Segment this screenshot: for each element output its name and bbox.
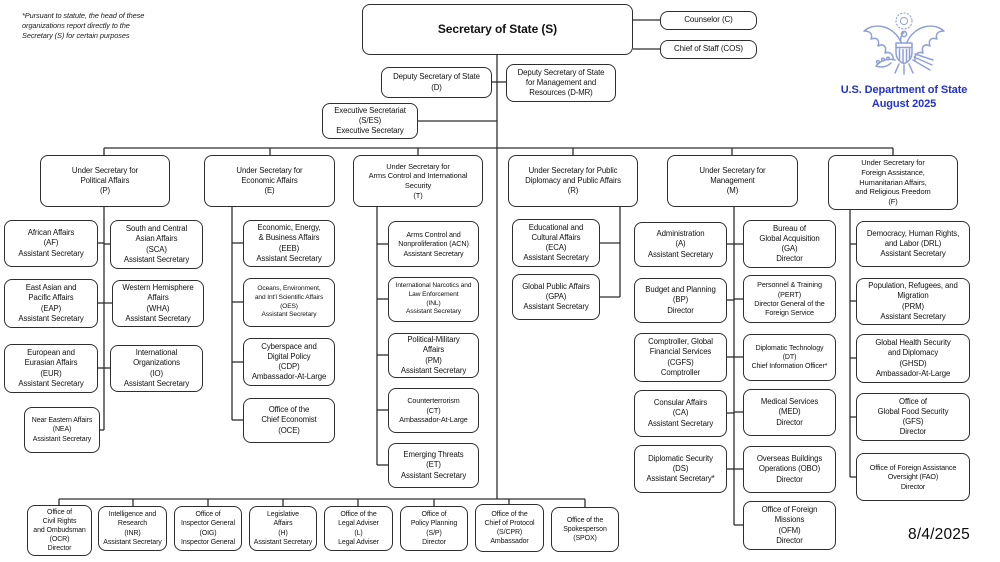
org-box-text: Office of (195, 511, 221, 519)
org-box-text: Deputy Secretary of State (517, 67, 605, 77)
org-box-text: Inspector General (181, 520, 235, 528)
org-box-text: Assistant Secretary (123, 254, 190, 264)
org-box-text: Ambassador-At-Large (875, 368, 951, 378)
org-box-western-hemisphere-affairs (112, 280, 204, 327)
org-box-text: Missions (774, 515, 805, 525)
org-box-legislative-affairs (249, 506, 317, 551)
org-box-text: Diplomatic Security (648, 453, 713, 463)
org-box-administration (634, 222, 727, 267)
org-box-text: Organizations (133, 358, 180, 368)
org-box-text: and Diplomacy (887, 348, 939, 358)
org-box-intl-narcotics-law-enforcement (388, 277, 479, 322)
org-box-text: Director (899, 427, 927, 437)
org-box-deputy-secretary-mr (506, 64, 616, 102)
org-box-near-eastern-affairs (24, 407, 100, 453)
org-box-text: (IO) (149, 368, 164, 378)
org-box-text: (GFS) (902, 417, 924, 426)
org-box-office-civil-rights-ombudsman (27, 505, 92, 556)
org-box-text: Eurasian Affairs (24, 358, 78, 368)
org-box-text: (ET) (426, 460, 441, 470)
org-box-text: Digital Policy (267, 351, 311, 361)
org-box-text: Office of Foreign Assistance (869, 462, 957, 472)
org-box-text: Personnel & Training (757, 280, 822, 290)
org-box-budget-and-planning (634, 278, 727, 323)
org-box-text: Arms Control and International (368, 171, 468, 181)
org-box-text: Operations (OBO) (758, 464, 821, 474)
org-box-text: Intelligence and (108, 511, 157, 519)
org-box-office-spokesperson (551, 507, 619, 552)
org-box-us-economic-affairs (204, 155, 335, 207)
org-box-text: (NEA) (52, 426, 72, 434)
org-box-text: (AF) (43, 238, 59, 248)
org-box-text: (SCA) (146, 244, 167, 254)
org-box-text: Cultural Affairs (531, 232, 581, 242)
org-box-text: Ambassador-At-Large (399, 415, 468, 425)
org-box-text: Office of the (268, 405, 310, 415)
org-box-democracy-human-rights-labor (856, 221, 970, 267)
org-box-cyberspace-digital-policy (243, 338, 335, 386)
org-box-chief-of-staff (660, 40, 757, 59)
org-box-text: (OCE) (278, 425, 300, 435)
org-box-text: (CGFS) (667, 357, 694, 367)
org-box-text: Overseas Buildings (756, 454, 823, 464)
org-box-comptroller-global-financial-services (634, 333, 727, 382)
org-box-text: Assistant Secretary (647, 249, 714, 259)
org-box-executive-secretariat (322, 103, 418, 139)
org-box-us-political-affairs (40, 155, 170, 207)
org-box-text: (DS) (672, 463, 689, 473)
org-box-text: Law Enforcement (408, 290, 459, 298)
org-box-text: Assistant Secretary (123, 378, 190, 388)
org-box-text: Assistant Secretary (18, 378, 84, 388)
org-box-text: Legislative (267, 511, 299, 519)
org-box-text: Migration (897, 291, 929, 301)
org-box-arms-control-nonproliferation (388, 221, 479, 267)
org-box-text: African Affairs (27, 228, 75, 238)
chart-date: August 2025 (871, 97, 937, 110)
org-box-text: Nonproliferation (ACN) (398, 239, 469, 249)
org-box-text: Oversight (FAO) (887, 472, 939, 482)
org-box-text: Policy Planning (410, 520, 458, 528)
org-box-text: Chief of Staff (COS) (674, 44, 743, 54)
org-box-international-organizations (110, 345, 203, 392)
org-box-text: (H) (278, 529, 288, 537)
org-box-office-policy-planning (400, 506, 468, 551)
org-box-text: Assistant Secretary (400, 365, 467, 375)
org-box-text: Assistant Secretary (261, 311, 317, 319)
org-box-text: Arms Control and (406, 229, 461, 239)
org-box-text: Comptroller (660, 367, 701, 377)
org-box-text: (CA) (672, 408, 689, 418)
statute-footnote-line: organizations report directly to the (22, 20, 130, 30)
org-box-text: Civil Rights (42, 517, 77, 525)
org-box-text: Director (47, 545, 72, 553)
org-box-text: Under Secretary for (861, 158, 925, 168)
org-box-global-public-affairs (512, 274, 600, 320)
org-box-text: Assistant Secretary (32, 435, 92, 443)
org-box-text: (BP) (672, 295, 689, 305)
org-box-text: Office of (899, 396, 927, 406)
org-box-text: Director (667, 305, 694, 315)
org-box-text: Oceans, Environment, (257, 285, 321, 293)
org-box-text: Office of (46, 508, 73, 516)
org-box-text: Inspector General (181, 538, 235, 546)
org-box-text: Assistant Secretary (125, 313, 191, 323)
org-box-text: (E) (264, 186, 275, 196)
org-box-text: Office of the (491, 510, 528, 518)
org-box-text: for Management and (525, 77, 597, 87)
org-box-text: Diplomatic Technology (755, 344, 824, 352)
org-box-text: (A) (675, 239, 686, 249)
org-box-text: Cyberspace and (261, 341, 317, 351)
statute-footnote-line: *Pursuant to statute, the head of these (22, 11, 145, 20)
org-box-office-global-food-security (856, 393, 970, 441)
org-box-text: Assistant Secretary (403, 248, 464, 258)
org-box-text: Under Secretary for Public (528, 165, 618, 175)
org-box-text: Budget and Planning (645, 285, 716, 295)
org-box-text: Director (776, 535, 803, 545)
org-box-text: (GHSD) (899, 358, 927, 368)
org-box-text: Assistant Secretary (523, 253, 589, 263)
org-box-text: (L) (354, 529, 363, 537)
org-box-african-affairs (4, 220, 98, 267)
org-box-text: Near Eastern Affairs (31, 417, 93, 425)
org-box-text: (SPOX) (573, 535, 597, 543)
org-box-text: Foreign Service (765, 308, 814, 318)
org-box-secretary-of-state (362, 4, 633, 55)
org-box-text: Political-Military (407, 335, 460, 345)
org-box-text: Population, Refugees, and (868, 281, 958, 291)
org-box-text: and Labor (DRL) (884, 238, 942, 248)
org-box-text: Under Secretary for (236, 165, 303, 175)
org-box-text: (F) (888, 197, 898, 207)
org-box-text: International Narcotics and (395, 282, 472, 290)
org-box-text: (OES) (280, 302, 298, 310)
org-box-text: Assistant Secretary (880, 311, 946, 321)
org-box-text: Economic Affairs (241, 175, 298, 185)
org-box-text: Bureau of (773, 223, 806, 233)
org-box-text: Assistant Secretary* (646, 474, 715, 484)
org-box-medical-services (743, 389, 836, 436)
org-box-educational-cultural-affairs (512, 219, 600, 267)
org-box-text: (T) (413, 190, 423, 200)
org-box-text: (INL) (426, 299, 441, 307)
org-box-text: Humanitarian Affairs, (859, 177, 927, 187)
org-box-political-military-affairs (388, 333, 479, 378)
annotation-date: 8/4/2025 (908, 526, 970, 543)
org-box-text: (P) (99, 186, 111, 196)
org-box-text: Director General of the (754, 299, 825, 308)
org-box-text: Assistant Secretary (18, 248, 84, 258)
org-box-text: (R) (567, 186, 579, 196)
org-box-text: (OIG) (199, 529, 217, 537)
org-box-text: Legal Adviser (338, 538, 379, 546)
org-box-text: (MED) (778, 407, 801, 417)
org-box-text: Assistant Secretary (253, 538, 313, 546)
org-box-text: (PERT) (777, 289, 802, 299)
org-box-text: (GA) (781, 244, 798, 253)
org-box-text: Spokesperson (563, 525, 607, 533)
org-box-office-chief-of-protocol (475, 504, 544, 552)
org-box-text: & Business Affairs (258, 233, 320, 243)
org-box-text: Office of (421, 511, 447, 519)
org-box-text: (GPA) (545, 291, 567, 301)
org-box-text: Affairs (273, 520, 293, 528)
org-box-counselor (660, 11, 757, 30)
org-box-text: (PRM) (901, 301, 925, 311)
org-box-text: Security (404, 181, 432, 190)
org-box-us-public-diplomacy (508, 155, 638, 207)
org-box-text: (CDP) (278, 362, 300, 371)
org-box-counterterrorism (388, 388, 479, 433)
org-box-text: Counselor (C) (684, 15, 733, 25)
org-box-text: (WHA) (146, 303, 170, 313)
org-box-east-asian-pacific-affairs (4, 279, 98, 328)
org-box-text: Under Secretary for (71, 165, 139, 175)
org-box-text: International (135, 348, 178, 358)
org-box-text: Office of the (566, 516, 604, 524)
org-box-text: Secretary of State (S) (437, 21, 558, 36)
org-box-text: Global Health Security (875, 338, 951, 348)
org-box-population-refugees-migration (856, 278, 970, 325)
org-box-deputy-secretary (381, 67, 492, 98)
org-box-office-foreign-missions (743, 501, 836, 550)
department-name: U.S. Department of State (840, 84, 968, 96)
org-box-text: (S/P) (426, 529, 442, 537)
org-box-text: Director (900, 481, 926, 491)
org-box-text: Assistant Secretary (18, 313, 84, 323)
org-box-text: Educational and (528, 222, 584, 232)
org-box-text: Office of the (340, 511, 377, 519)
org-box-text: Chief Information Officer* (751, 363, 828, 371)
org-box-text: Global Public Affairs (522, 281, 590, 291)
org-box-personnel-and-training (743, 275, 836, 323)
org-box-text: Medical Services (760, 397, 819, 407)
org-box-diplomatic-security (634, 445, 727, 493)
org-box-text: (OCR) (49, 536, 70, 544)
org-box-text: Counterterrorism (407, 396, 460, 406)
org-box-office-foreign-assistance-oversight (856, 453, 970, 501)
org-box-office-legal-adviser (324, 506, 393, 551)
org-box-text: Assistant Secretary (880, 249, 946, 259)
org-box-text: (EAP) (40, 303, 62, 313)
org-box-text: (D) (431, 82, 442, 92)
org-box-emerging-threats (388, 443, 479, 488)
org-box-text: and Ombudsman (33, 526, 86, 534)
org-box-text: Consular Affairs (653, 398, 708, 408)
org-box-text: Chief Economist (261, 415, 317, 425)
org-box-text: Diplomacy and Public Affairs (525, 175, 621, 185)
org-box-text: (S/CPR) (496, 529, 523, 536)
org-box-text: Assistant Secretary (103, 538, 162, 546)
org-box-text: Management (710, 175, 755, 185)
org-box-text: and Int'l Scientific Affairs (254, 293, 324, 301)
org-box-text: Director (776, 417, 803, 427)
org-box-text: Research (117, 520, 148, 528)
org-box-us-management (667, 155, 798, 207)
org-box-text: Under Secretary for (386, 161, 450, 171)
org-box-text: Assistant Secretary (647, 418, 714, 428)
org-box-text: Economic, Energy, (257, 223, 321, 233)
org-box-us-arms-control-intl-security (353, 155, 483, 207)
org-box-text: Director (776, 474, 803, 484)
org-box-text: Executive Secretariat (334, 105, 406, 115)
org-box-text: (S/ES) (358, 115, 382, 125)
org-box-text: Under Secretary for (699, 165, 766, 175)
org-box-us-foreign-assistance (828, 155, 958, 210)
org-box-text: Financial Services (649, 347, 712, 357)
org-box-global-health-security-diplomacy (856, 334, 970, 383)
org-box-text: Asian Affairs (135, 234, 178, 244)
org-box-text: East Asian and (25, 283, 77, 293)
org-box-text: Emerging Threats (403, 450, 464, 460)
org-box-text: (OFM) (778, 525, 801, 535)
org-box-text: (PM) (425, 355, 442, 365)
org-box-text: (DT) (782, 353, 797, 361)
org-box-office-inspector-general (174, 506, 242, 551)
org-box-text: Affairs (422, 345, 445, 355)
org-box-text: Foreign Assistance, (861, 167, 925, 177)
org-box-text: Western Hemisphere (122, 283, 194, 293)
org-box-oceans-environment-scientific-affairs (243, 278, 335, 327)
org-box-text: (CT) (426, 405, 441, 415)
org-box-text: Resources (D-MR) (529, 88, 593, 98)
org-box-text: Democracy, Human Rights, (866, 228, 960, 238)
org-box-text: Assistant Secretary (400, 470, 467, 480)
org-box-text: (EUR) (40, 368, 62, 378)
org-box-european-eurasian-affairs (4, 344, 98, 393)
org-box-overseas-buildings-operations (743, 446, 836, 493)
statute-footnote-line: Secretary (S) for certain purposes (22, 30, 130, 40)
org-box-text: and Religious Freedom (855, 187, 931, 197)
org-box-text: Ambassador (490, 538, 529, 546)
org-box-text: Director (776, 254, 803, 264)
org-box-text: (EEB) (278, 243, 300, 253)
org-box-text: Executive Secretary (336, 126, 404, 136)
org-box-text: Director (422, 538, 446, 546)
org-box-office-chief-economist (243, 398, 335, 443)
org-box-bureau-global-acquisition (743, 220, 836, 268)
org-box-text: Chief of Protocol (484, 519, 535, 527)
org-box-text: Office of Foreign (761, 505, 818, 515)
org-box-consular-affairs (634, 390, 727, 437)
org-box-text: Legal Adviser (338, 520, 379, 528)
org-box-text: Assistant Secretary (406, 308, 461, 316)
org-box-text: European and (27, 348, 75, 358)
org-box-text: (ECA) (545, 243, 567, 252)
org-box-text: Global Acquisition (759, 233, 820, 243)
org-box-text: Comptroller, Global (648, 337, 713, 347)
org-box-economic-energy-business-affairs (243, 220, 335, 267)
org-box-text: Political Affairs (80, 175, 130, 185)
org-box-text: Ambassador-At-Large (251, 372, 327, 382)
org-box-text: Assistant Secretary (256, 253, 322, 263)
org-box-text: Deputy Secretary of State (393, 72, 480, 82)
org-box-text: Global Food Security (877, 406, 949, 416)
org-box-text: South and Central (125, 224, 188, 234)
org-box-text: Affairs (147, 293, 169, 303)
org-box-text: Assistant Secretary (523, 302, 589, 312)
org-box-text: Pacific Affairs (28, 293, 74, 303)
org-box-text: (M) (726, 186, 739, 196)
org-box-text: (INR) (124, 529, 141, 537)
org-box-text: Administration (656, 229, 705, 239)
org-box-diplomatic-technology (743, 334, 836, 381)
org-box-south-central-asian-affairs (110, 220, 203, 269)
org-box-intelligence-and-research (98, 506, 167, 551)
